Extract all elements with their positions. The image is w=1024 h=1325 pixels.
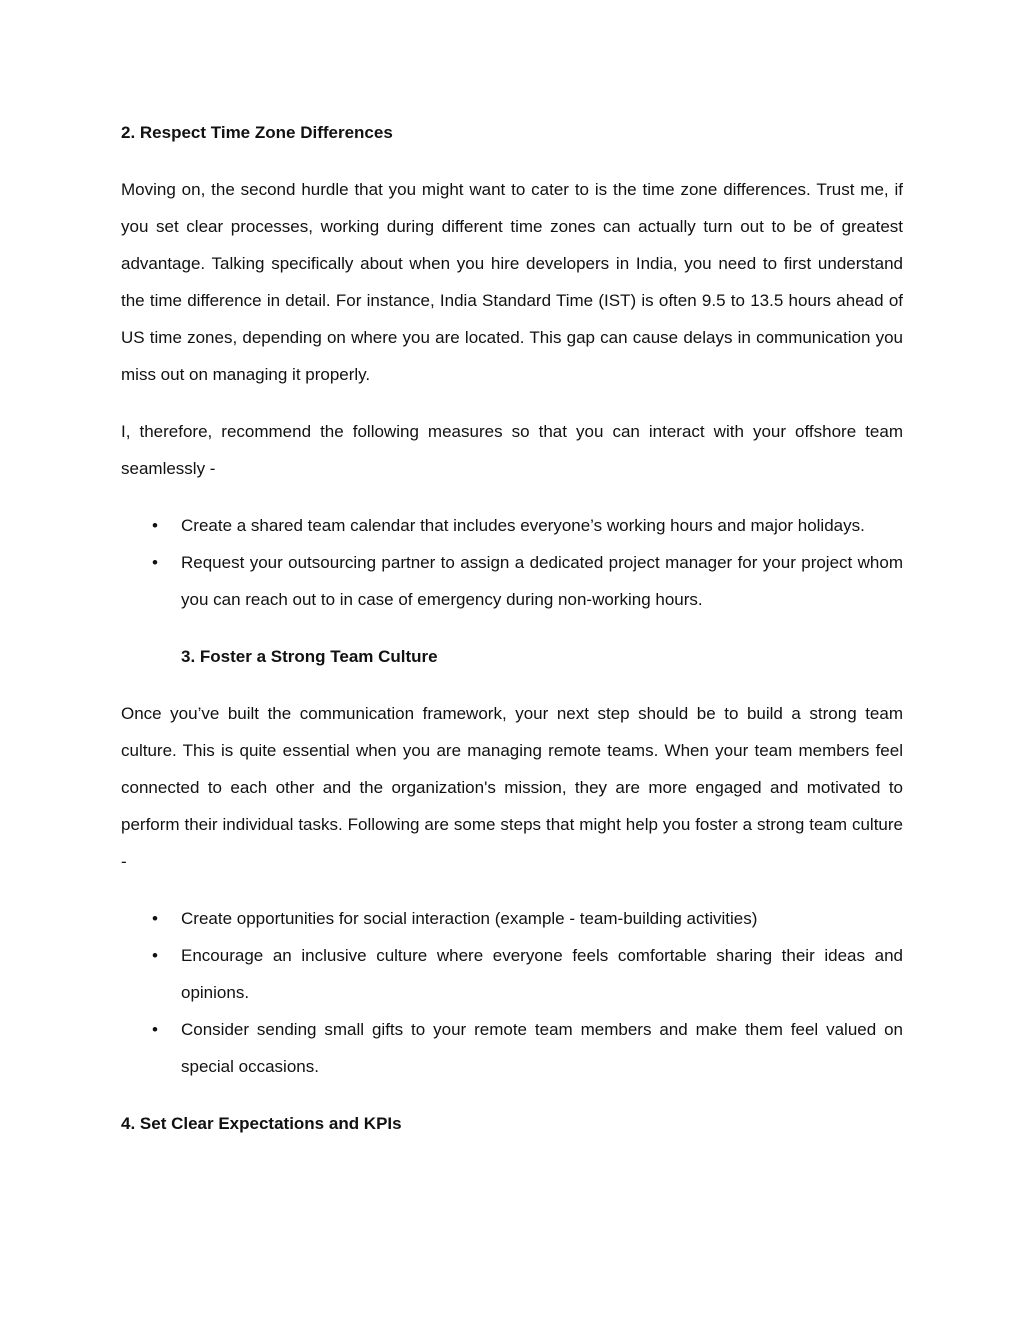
list-item xyxy=(121,507,903,544)
list-item-text: Consider sending small gifts to your remote team members and make them feel valued on special occasions. xyxy=(181,1020,903,1076)
bullet-list-team-culture xyxy=(121,900,903,1085)
section-heading-team-culture: 3. Foster a Strong Team Culture xyxy=(181,647,438,666)
list-item xyxy=(121,544,903,618)
list-item-text: Encourage an inclusive culture where everyone feels comfortable sharing their ideas and opinions. xyxy=(181,946,903,1002)
paragraph-team-culture: Once you’ve built the communication framework, your next step should be to build a strong team culture. This is quite essential when you are managing remote teams. When your team members feel connected to each other and the organization's mission, they are more engaged and motivated to perform their individual tasks. Following are some steps that might help you foster a strong team culture - xyxy=(121,704,903,871)
bullet-list-time-zones xyxy=(121,507,903,618)
list-item-text: Request your outsourcing partner to assign a dedicated project manager for your project whom you can reach out to in case of emergency during non-working hours. xyxy=(181,553,903,609)
list-item xyxy=(121,900,903,937)
section-heading-expectations: 4. Set Clear Expectations and KPIs xyxy=(121,1114,402,1133)
list-item xyxy=(121,937,903,1011)
bullet-icon: • xyxy=(152,553,158,572)
list-item-text: Create a shared team calendar that includes everyone’s working hours and major holidays. xyxy=(181,516,865,535)
list-item xyxy=(121,1011,903,1085)
document-content xyxy=(121,114,903,1142)
section-heading-time-zones: 2. Respect Time Zone Differences xyxy=(121,123,393,142)
paragraph-time-zones-recommend: I, therefore, recommend the following measures so that you can interact with your offshore team seamlessly - xyxy=(121,422,903,478)
paragraph-time-zones-intro: Moving on, the second hurdle that you might want to cater to is the time zone differences. Trust me, if you set clear processes, working during different time zones can actually turn out to be of greatest advantage. Talking specifically about when you hire developers in India, you need to first understand the time difference in detail. For instance, India Standard Time (IST) is often 9.5 to 13.5 hours ahead of US time zones, depending on where you are located. This gap can cause delays in communication you miss out on managing it properly. xyxy=(121,180,903,384)
bullet-icon: • xyxy=(152,1020,158,1039)
bullet-icon: • xyxy=(152,909,158,928)
list-item-text: Create opportunities for social interaction (example - team-building activities) xyxy=(181,909,758,928)
bullet-icon: • xyxy=(152,946,158,965)
bullet-icon: • xyxy=(152,516,158,535)
